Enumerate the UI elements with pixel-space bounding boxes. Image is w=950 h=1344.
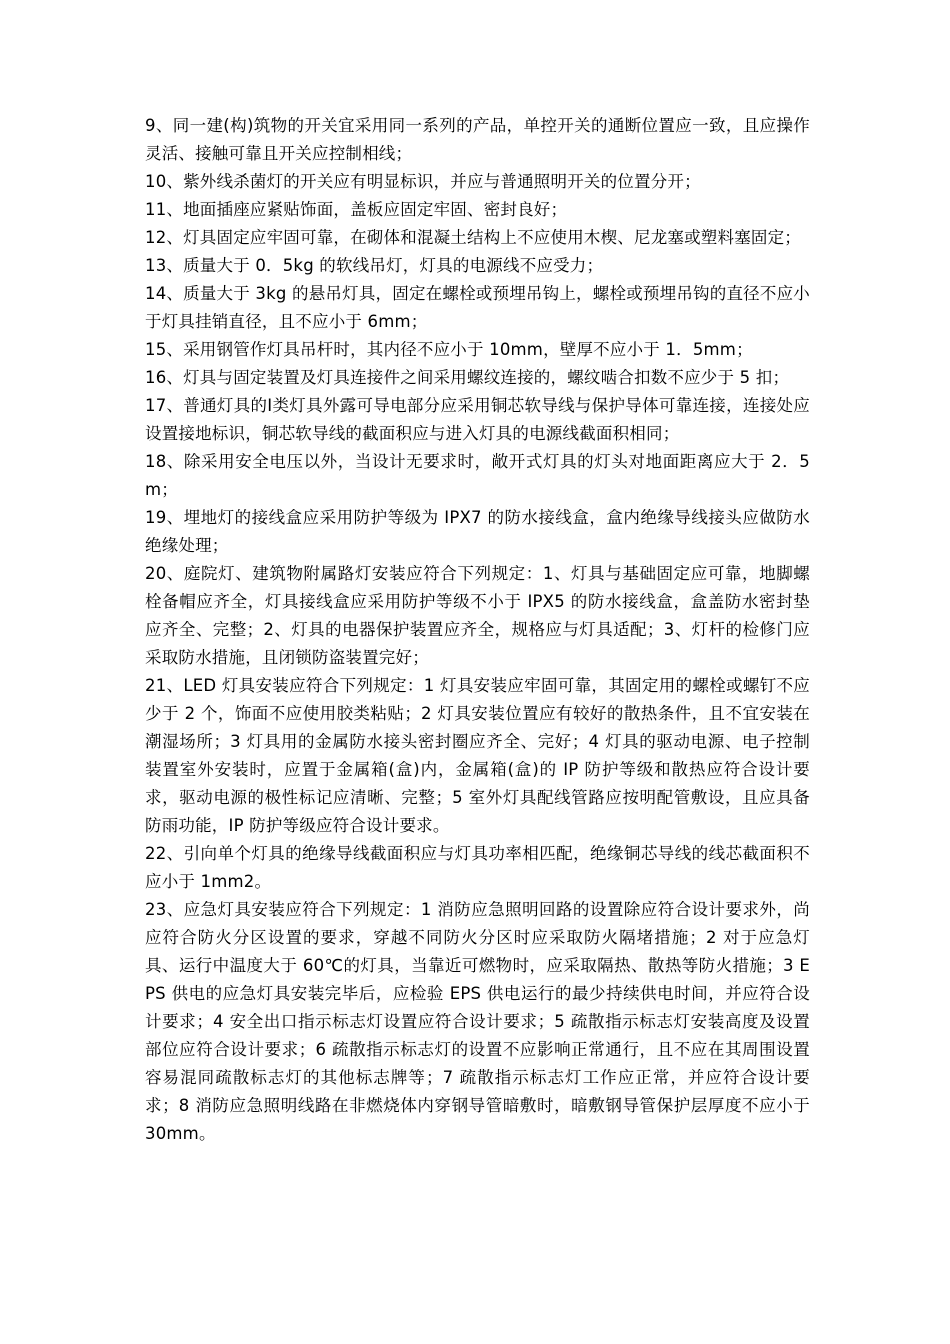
clause-17: 17、普通灯具的Ⅰ类灯具外露可导电部分应采用铜芯软导线与保护导体可靠连接，连接处应设置接地标识，铜芯软导线的截面积应与进入灯具的电源线截面积相同； xyxy=(145,396,810,443)
clause-9: 9、同一建(构)筑物的开关宜采用同一系列的产品，单控开关的通断位置应一致，且应操作灵活、接触可靠且开关应控制相线； xyxy=(145,116,810,163)
clause-11: 11、地面插座应紧贴饰面，盖板应固定牢固、密封良好； xyxy=(145,200,568,219)
document-body xyxy=(145,112,810,1148)
clause-12: 12、灯具固定应牢固可靠，在砌体和混凝土结构上不应使用木楔、尼龙塞或塑料塞固定； xyxy=(145,228,801,247)
clause-23: 23、应急灯具安装应符合下列规定：1 消防应急照明回路的设置除应符合设计要求外，尚应符合防火分区设置的要求，穿越不同防火分区时应采取防火隔堵措施；2 对于应急灯具、运行中温度大于 60℃的灯具，当靠近可燃物时，应采取隔热、散热等防火措施；3 EPS 供电的应急灯具安装完毕后，应检验 EPS 供电运行的最少持续供电时间，并应符合设计要求；4 安全出口指示标志灯设置应符合设计要求；5 疏散指示标志灯安装高度及设置部位应符合设计要求；6 疏散指示标志灯的设置不应影响正常通行，且不应在其周围设置容易混同疏散标志灯的其他标志牌等；7 疏散指示标志灯工作应正常，并应符合设计要求；8 消防应急照明线路在非燃烧体内穿钢导管暗敷时，暗敷钢导管保护层厚度不应小于 30mm。 xyxy=(145,900,810,1143)
clause-18: 18、除采用安全电压以外，当设计无要求时，敞开式灯具的灯头对地面距离应大于 2．5m； xyxy=(145,452,810,499)
clause-22: 22、引向单个灯具的绝缘导线截面积应与灯具功率相匹配，绝缘铜芯导线的线芯截面积不应小于 1mm2。 xyxy=(145,844,810,891)
clause-16: 16、灯具与固定装置及灯具连接件之间采用螺纹连接的，螺纹啮合扣数不应少于 5 扣； xyxy=(145,368,790,387)
clause-20: 20、庭院灯、建筑物附属路灯安装应符合下列规定：1、灯具与基础固定应可靠，地脚螺栓备帽应齐全，灯具接线盒应采用防护等级不小于 IPX5 的防水接线盒，盒盖防水密封垫应齐全、完整；2、灯具的电器保护装置应齐全，规格应与灯具适配；3、灯杆的检修门应采取防水措施，且闭锁防盗装置完好； xyxy=(145,564,810,667)
clause-19: 19、埋地灯的接线盒应采用防护等级为 IPX7 的防水接线盒，盒内绝缘导线接头应做防水绝缘处理； xyxy=(145,508,810,555)
clause-15: 15、采用钢管作灯具吊杆时，其内径不应小于 10mm，壁厚不应小于 1．5mm； xyxy=(145,340,753,359)
clause-13: 13、质量大于 0．5kg 的软线吊灯，灯具的电源线不应受力； xyxy=(145,256,604,275)
clause-10: 10、紫外线杀菌灯的开关应有明显标识，并应与普通照明开关的位置分开； xyxy=(145,172,701,191)
clause-14: 14、质量大于 3kg 的悬吊灯具，固定在螺栓或预埋吊钩上，螺栓或预埋吊钩的直径不应小于灯具挂销直径，且不应小于 6mm； xyxy=(145,284,810,331)
clause-21: 21、LED 灯具安装应符合下列规定：1 灯具安装应牢固可靠，其固定用的螺栓或螺钉不应少于 2 个，饰面不应使用胶类粘贴；2 灯具安装位置应有较好的散热条件，且不宜安装在潮湿场所；3 灯具用的金属防水接头密封圈应齐全、完好；4 灯具的驱动电源、电子控制装置室外安装时，应置于金属箱(盒)内，金属箱(盒)的 IP 防护等级和散热应符合设计要求，驱动电源的极性标记应清晰、完整；5 室外灯具配线管路应按明配管敷设，且应具备防雨功能，IP 防护等级应符合设计要求。 xyxy=(145,676,810,835)
